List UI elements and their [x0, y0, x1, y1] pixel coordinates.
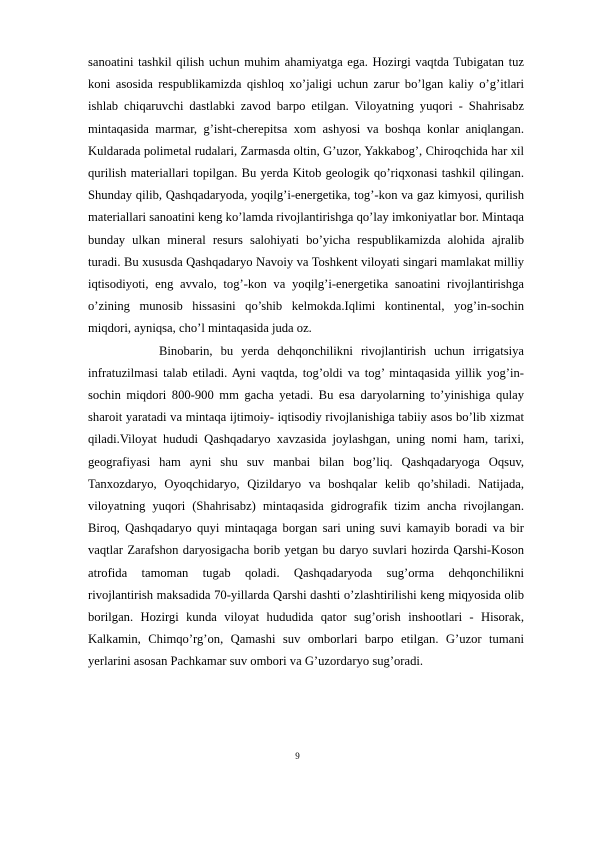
- paragraph-1: sanoatini tashkil qilish uchun muhim ahamiyatga ega. Hozirgi vaqtda Tubigatan tuz koni asosida respublikamizda qishloq xo’jaligi uchun zarur bo’lgan kaliy o’g’itlari ishlab chiqaruvchi dastlabki zavod barpo etilgan. Viloyatning yuqori - Shahrisabz mintaqasida marmar, g’isht-cherepitsa xom ashyosi va boshqa konlar aniqlangan. Kuldarada polimetal rudalari, Zarmasda oltin, G’uzor, Yakkabog’, Chiroqchida har xil qurilish materiallari topilgan. Bu yerda Kitob geologik qo’riqxonasi tashkil qilingan. Shunday qilib, Qashqadaryoda, yoqilg’i-energetika, tog’-kon va gaz kimyosi, qurilish materiallari sanoatini keng ko’lamda rivojlantirishga qo’lay imkoniyatlar bor. Mintaqa bunday ulkan mineral resurs salohiyati bo’yicha respublikamizda alohida ajralib turadi. Bu xususda Qashqadaryo Navoiy va Toshkent viloyati singari mamlakat milliy iqtisodiyoti, eng avvalo, tog’-kon va yoqilg’i-energetika sanoatini rivojlantirishga o’zining munosib hissasini qo’shib kelmokda.Iqlimi kontinental, yog’in-sochin miqdori, ayniqsa, cho’l mintaqasida juda oz.: [88, 55, 524, 336]
- body-text: [88, 51, 524, 673]
- page-number: 9: [295, 751, 300, 761]
- paragraph-2: Binobarin, bu yerda dehqonchilikni rivojlantirish uchun irrigatsiya infratuzilmasi talab etiladi. Ayni vaqtda, tog’oldi va tog’ mintaqasida yillik yog’in-sochin miqdori 800-900 mm gacha yetadi. Bu esa daryolarning to’yinishiga qulay sharoit yaratadi va mintaqa ijtimoiy- iqtisodiy rivojlanishiga tabiiy asos bo’lib xizmat qiladi.Viloyat hududi Qashqadaryo xavzasida joylashgan, uning nomi ham, tarixi, geografiyasi ham ayni shu suv manbai bilan bog’liq. Qashqadaryoga Oqsuv, Tanxozdaryo, Oyoqchidaryo, Qizildaryo va boshqalar kelib qo’shiladi. Natijada, viloyatning yuqori (Shahrisabz) mintaqasida gidrografik tizim ancha rivojlangan. Biroq, Qashqadaryo quyi mintaqaga borgan sari uning suvi kamayib boradi va bir vaqtlar Zarafshon daryosigacha borib yetgan bu daryo suvlari hozirda Qarshi-Koson atrofida tamoman tugab qoladi. Qashqadaryoda sug’orma dehqonchilikni rivojlantirish maksadida 70-yillarda Qarshi dashti o’zlashtirilishi keng miqyosida olib borilgan. Hozirgi kunda viloyat hududida qator sug’orish inshootlari - Hisorak, Kalkamin, Chimqo’rg’on, Qamashi suv omborlari barpo etilgan. G’uzor tumani yerlarini asosan Pachkamar suv ombori va G’uzordaryo sug’oradi.: [88, 343, 524, 669]
